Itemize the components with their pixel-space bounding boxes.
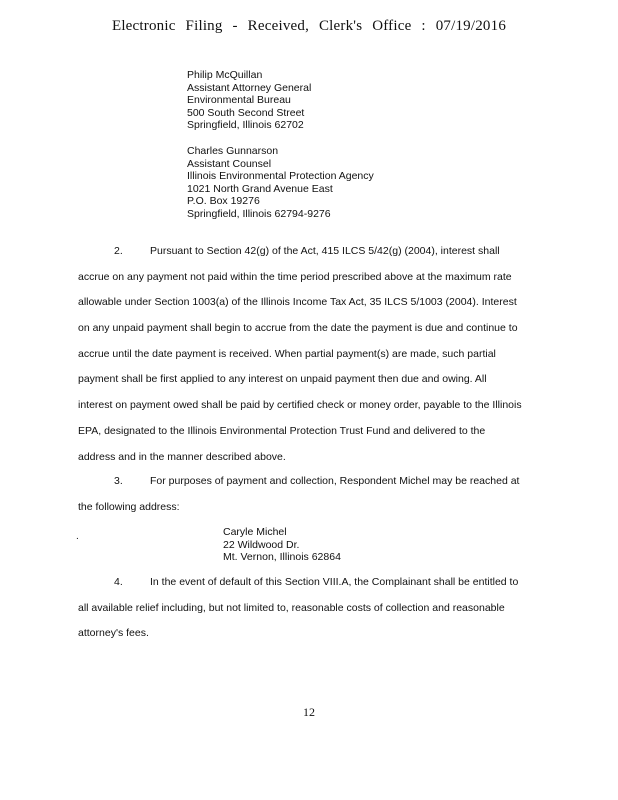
address-line: Caryle Michel — [223, 526, 287, 538]
paragraph-line: address and in the manner described above. — [78, 450, 286, 463]
paragraph-line: the following address: — [78, 500, 180, 513]
address-line: Springfield, Illinois 62794-9276 — [187, 207, 331, 220]
paragraph-4 — [78, 575, 548, 652]
address-line: P.O. Box 19276 — [187, 195, 260, 207]
filing-header: Electronic Filing - Received, Clerk's Office : 07/19/2016 — [111, 18, 507, 34]
address-line: Mt. Vernon, Illinois 62864 — [223, 551, 341, 563]
stray-mark: . — [76, 531, 79, 542]
address-line: Assistant Counsel — [187, 157, 272, 170]
paragraph-line: allowable under Section 1003(a) of the Illinois Income Tax Act, 35 ILCS 5/1003 (2004). Interest — [78, 296, 517, 309]
paragraph-line: accrue on any payment not paid within the time period prescribed above at the maximum rate — [78, 270, 512, 283]
address-line: 1021 North Grand Avenue East — [187, 182, 333, 195]
paragraph-number: 4. — [114, 576, 123, 588]
paragraph-text: In the event of default of this Section VIII.A, the Complainant shall be entitled to — [150, 576, 519, 588]
paragraph-line: all available relief including, but not limited to, reasonable costs of collection and reasonable — [78, 601, 505, 614]
paragraph-line — [78, 474, 548, 500]
paragraph-text: Pursuant to Section 42(g) of the Act, 415 ILCS 5/42(g) (2004), interest shall — [150, 245, 500, 257]
address-line: Environmental Bureau — [187, 94, 291, 106]
paragraph-text: For purposes of payment and collection, Respondent Michel may be reached at — [150, 475, 520, 487]
address-block-illinois-epa — [187, 145, 374, 220]
address-line: Philip McQuillan — [187, 69, 263, 81]
address-line: Springfield, Illinois 62702 — [187, 119, 304, 131]
paragraph-2 — [78, 244, 548, 475]
paragraph-line — [78, 244, 548, 270]
address-line: Illinois Environmental Protection Agency — [187, 170, 374, 182]
address-block-respondent — [223, 526, 341, 564]
paragraph-line: on any unpaid payment shall begin to accrue from the date the payment is due and continue to — [78, 322, 518, 335]
paragraph-line: EPA, designated to the Illinois Environmental Protection Trust Fund and delivered to the — [78, 424, 486, 437]
paragraph-number: 2. — [114, 245, 123, 257]
page-number: 12 — [303, 705, 315, 719]
address-line: Assistant Attorney General — [187, 81, 312, 94]
paragraph-line: payment shall be first applied to any interest on unpaid payment then due and owing. All — [78, 373, 487, 386]
paragraph-number: 3. — [114, 475, 123, 487]
address-line: 500 South Second Street — [187, 106, 305, 119]
address-line: 22 Wildwood Dr. — [223, 538, 300, 551]
paragraph-line: attorney's fees. — [78, 627, 149, 640]
paragraph-line: interest on payment owed shall be paid by certified check or money order, payable to the Illinois — [78, 399, 522, 412]
paragraph-line: accrue until the date payment is received. When partial payment(s) are made, such partial — [78, 347, 496, 360]
address-block-attorney-general — [187, 69, 311, 132]
paragraph-3 — [78, 474, 548, 525]
address-line: Charles Gunnarson — [187, 145, 279, 157]
paragraph-line — [78, 575, 548, 601]
